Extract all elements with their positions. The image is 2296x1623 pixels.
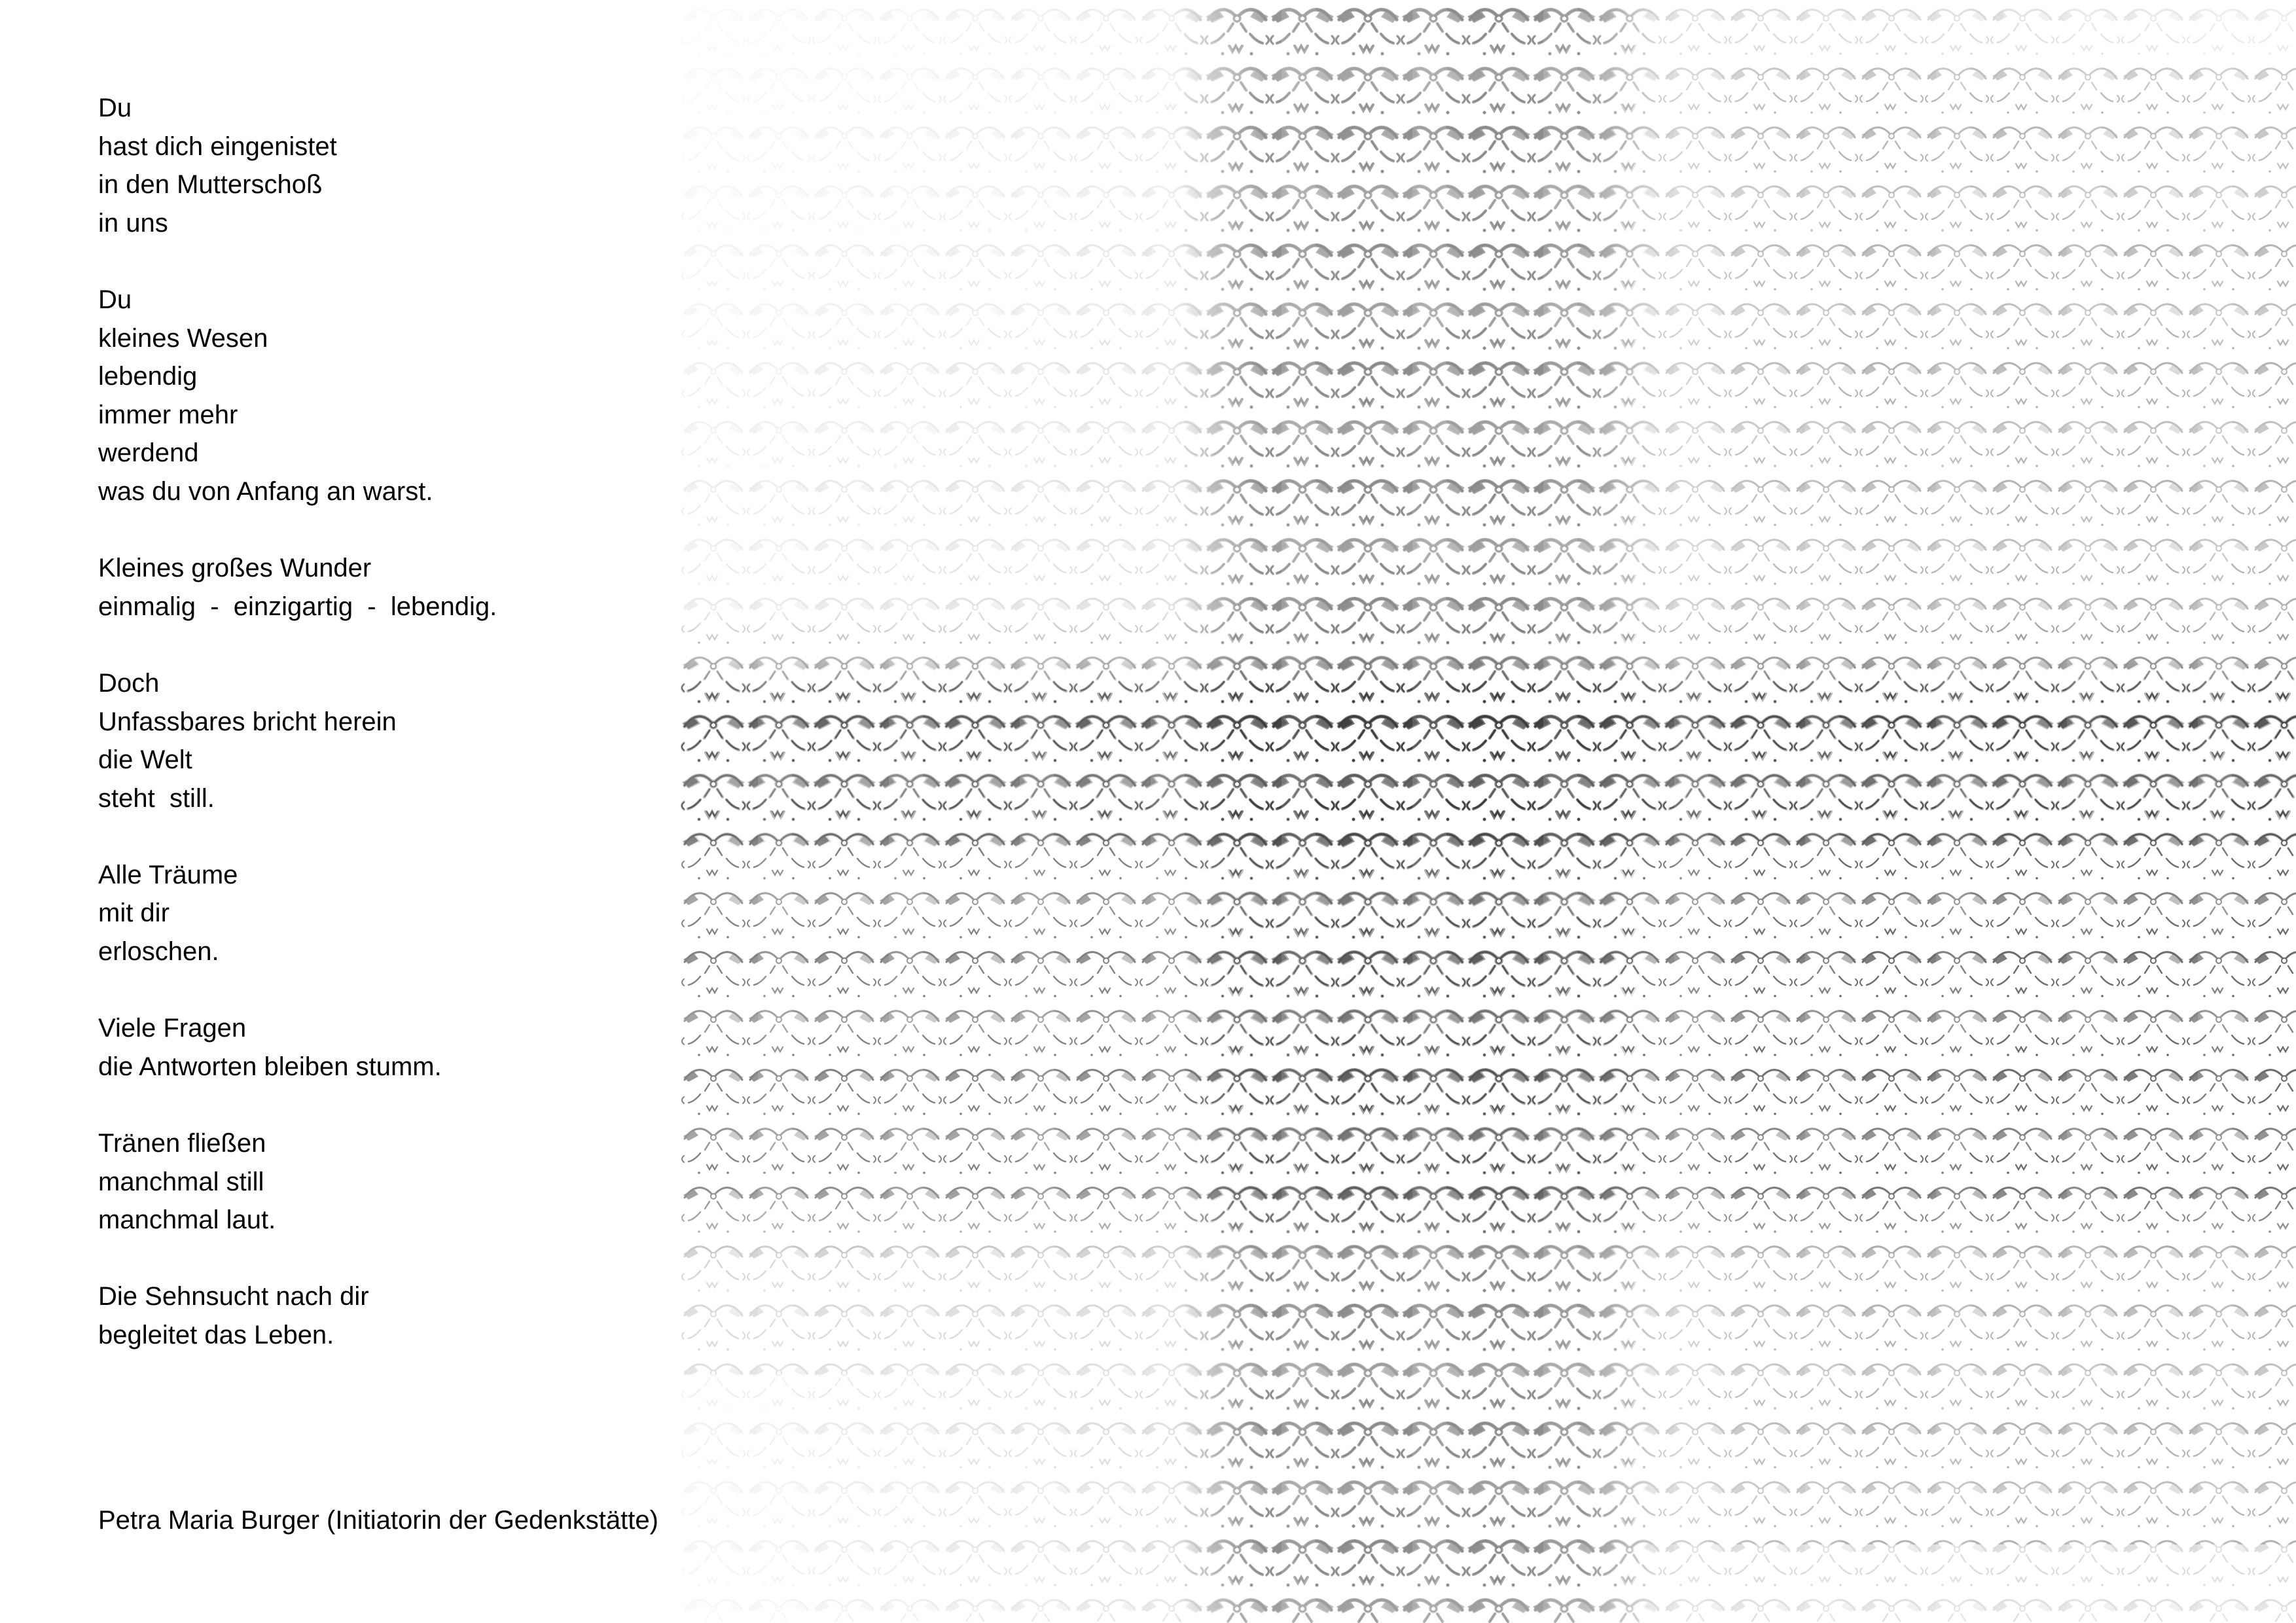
poem-stanza <box>98 1277 687 1354</box>
poem-line: Doch <box>98 668 160 698</box>
poem-line: kleines Wesen <box>98 323 268 353</box>
poem-attribution: Petra Maria Burger (Initiatorin der Gedenkstätte) <box>98 1506 658 1535</box>
poem-line: werdend <box>98 438 199 468</box>
poem-line: immer mehr <box>98 400 238 429</box>
poem-line: begleitet das Leben. <box>98 1321 334 1349</box>
poem-stanza <box>98 664 687 817</box>
poem-line: Kleines großes Wunder <box>98 554 372 583</box>
poem-line: mit dir <box>98 899 170 928</box>
angel-wing-pattern-artwork <box>681 0 2296 1623</box>
poem-line: was du von Anfang an warst. <box>98 476 433 506</box>
poem-line: Viele Fragen <box>98 1014 247 1043</box>
poem-line: die Welt <box>98 745 192 775</box>
poem-line: hast dich eingenistet <box>98 132 337 161</box>
poem <box>98 89 687 1393</box>
poem-line: in uns <box>98 208 168 238</box>
poem-line: Alle Träume <box>98 860 238 889</box>
poem-line: steht still. <box>98 783 215 813</box>
poem-line: manchmal laut. <box>98 1205 276 1235</box>
poem-line: die Antworten bleiben stumm. <box>98 1052 442 1081</box>
poem-line: manchmal still <box>98 1167 264 1196</box>
poem-line: einmalig - einzigartig - lebendig. <box>98 592 497 621</box>
poem-line: in den Mutterschoß <box>98 170 323 200</box>
poem-stanza <box>98 549 687 626</box>
poem-stanza <box>98 1009 687 1086</box>
poem-stanza <box>98 1124 687 1240</box>
poem-line: erloschen. <box>98 937 219 967</box>
poem-line: Die Sehnsucht nach dir <box>98 1282 369 1311</box>
poem-line: Unfassbares bricht herein <box>98 707 397 736</box>
poem-line: Du <box>98 94 132 122</box>
poem-line: Du <box>98 285 132 314</box>
poem-stanza <box>98 89 687 242</box>
poem-line: Tränen fließen <box>98 1129 266 1158</box>
poem-stanza <box>98 281 687 511</box>
poem-stanza <box>98 856 687 971</box>
poem-line: lebendig <box>98 362 198 391</box>
